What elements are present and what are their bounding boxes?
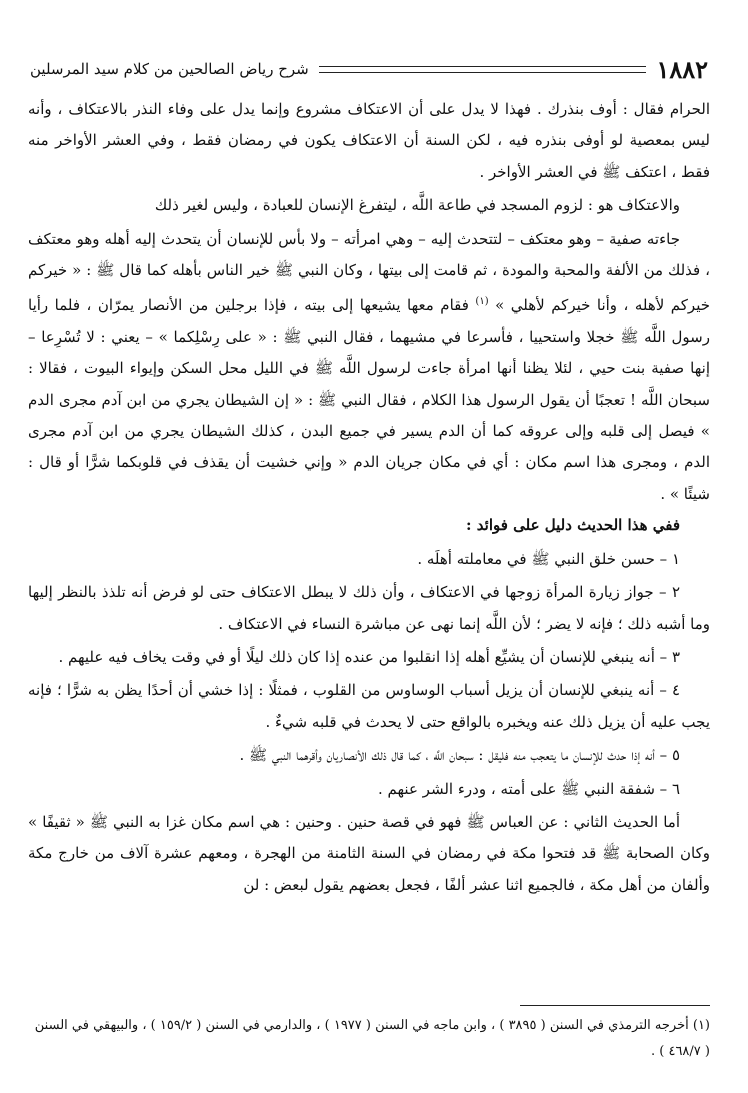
footnote-reference: (١) bbox=[475, 296, 489, 308]
footnote-1: (١) أخرجه الترمذي في السنن ( ٣٨٩٥ ) ، وابن ماجه في السنن ( ١٩٧٧ ) ، والدارمي في السنن ( ١٥٩/٢ ) ، والبيهقي في السنن ( ٤٦٨/٧ ) . bbox=[34, 1018, 710, 1059]
benefits-heading: ففي هذا الحديث دليل على فوائد : bbox=[466, 516, 680, 535]
benefit-5: ٥ – أنه إذا حدث للإنسان ما يتعجب منه فليقل : سبحان اللَّه ، كما قال ذلك الأنصاريان وأقرهما النبي ﷺ . bbox=[239, 746, 680, 765]
benefit-3: ٣ – أنه ينبغي للإنسان أن يشيِّع أهله إذا انقلبوا من عنده إذا كان ذلك ليلًا أو في وقت يخاف فيه عليهم . bbox=[58, 647, 680, 666]
paragraph-3-part-a: جاءته صفية – وهو معتكف – لتتحدث إليه – وهي امرأته – ولا بأس للإنسان أن يتحدث إليه أهله وهو معتكف ، فذلك من الألفة والمحبة والمودة ، ثم قامت إلى بيتها ، وكان النبي ﷺ خير الناس بأهله كما قال ﷺ : « خيركم خيركم لأهله ، وأنا خيركم لأهلي » bbox=[28, 229, 711, 315]
paragraph-1: الحرام فقال : أوف بنذرك . فهذا لا يدل على أن الاعتكاف مشروع وإنما يدل على وفاء النذر بالاعتكاف ، وأنه ليس بمعصية لو أوفى بنذره فيه ، لكن السنة أن الاعتكاف يكون في رمضان فقط ، وفي العشر الأواخر منه فقط ، اعتكف ﷺ في العشر الأواخر . bbox=[28, 100, 710, 181]
footnote-rule bbox=[520, 1005, 710, 1006]
footnotes bbox=[28, 1013, 710, 1065]
paragraph-3-part-b: فقام معها يشيعها إلى بيته ، فإذا برجلين من الأنصار يمرّان ، فلما رأيا رسول اللَّه ﷺ خجلا واستحييا ، فأسرعا في مشيهما ، فقال النبي ﷺ : « على رِسْلِكما » – يعني : لا تُسْرِعا – إنها صفية بنت حيي ، لئلا يظنا أنها امرأة جاءت لرسول اللَّه ﷺ في الليل محل السكن وإيواء البيوت ، فقالا : سبحان اللَّه ! تعجبًا أن يقول الرسول هذا الكلام ، فقال النبي ﷺ : « إن الشيطان يجري من ابن آدم مجرى الدم » فيصل إلى قلبه وإلى عروقه كما أن الدم يسير في جميع البدن ، كذلك الشيطان يجري من ابن آدم مجرى الدم ، ومجرى هذا اسم مكان : أي في مكان جريان الدم « وإني خشيت أن يقذف في قلوبكما شرًّا أو قال : شيئًا » . bbox=[28, 296, 710, 503]
book-title: شرح رياض الصالحين من كلام سيد المرسلين bbox=[30, 60, 309, 78]
benefit-6: ٦ – شفقة النبي ﷺ على أمته ، ودرء الشر عنهم . bbox=[378, 779, 680, 798]
paragraph-second-hadith: أما الحديث الثاني : عن العباس ﷺ فهو في قصة حنين . وحنين : هي اسم مكان غزا به النبي ﷺ « ثقيفًا » وكان الصحابة ﷺ قد فتحوا مكة في رمضان في السنة الثامنة من الهجرة ، ومعهم عشرة آلاف من خارج مكة وألفان من أهل مكة ، فالجميع اثنا عشر ألفًا ، فجعل بعضهم يقول لبعض : لن bbox=[28, 812, 710, 894]
paragraph-2: والاعتكاف هو : لزوم المسجد في طاعة اللَّه ، ليتفرغ الإنسان للعبادة ، وليس لغير ذلك bbox=[154, 196, 680, 215]
page-header bbox=[30, 52, 708, 86]
page-number: ١٨٨٢ bbox=[656, 54, 708, 84]
page-body bbox=[28, 94, 710, 901]
header-rule bbox=[319, 66, 647, 73]
benefit-1: ١ – حسن خلق النبي ﷺ في معاملته أهلَه . bbox=[417, 549, 680, 568]
benefit-4: ٤ – أنه ينبغي للإنسان أن يزيل أسباب الوساوس من القلوب ، فمثلًا : إذا خشي أن أحدًا يظن به شرًّا ؛ فإنه يجب عليه أن يزيل ذلك عنه ويخبره بالواقع حتى لا يحدث في قلبه شيءٌ . bbox=[28, 681, 710, 731]
paragraph-3 bbox=[28, 224, 710, 511]
benefit-2: ٢ – جواز زيارة المرأة زوجها في الاعتكاف ، وأن ذلك لا يبطل الاعتكاف حتى لو فرض أنه تلذذ بالنظر إليها وما أشبه ذلك ؛ فإنه لا يضر ؛ لأن اللَّه إنما نهى عن مباشرة النساء في الاعتكاف . bbox=[28, 583, 710, 633]
